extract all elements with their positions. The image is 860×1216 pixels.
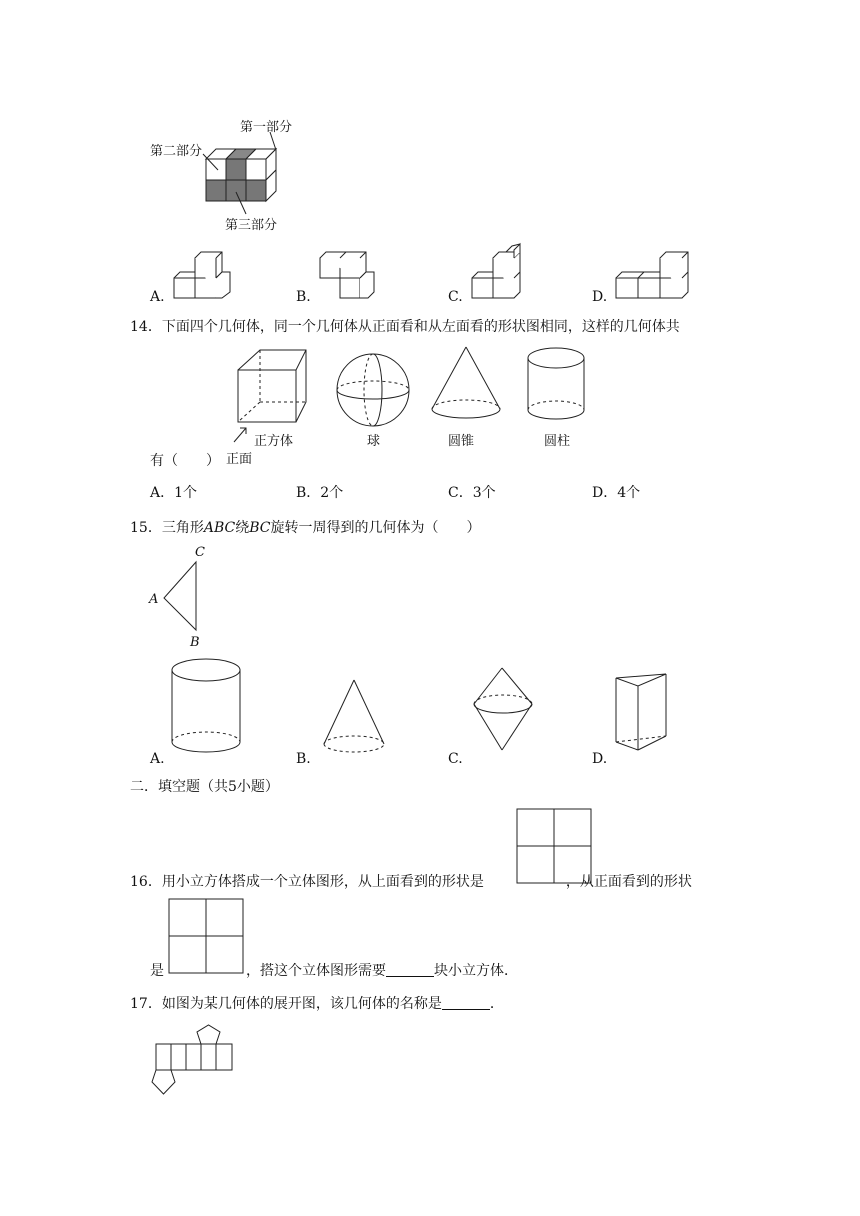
q14-stem: 14．下面四个几何体，同一个几何体从正面看和从左面看的形状图相同，这样的几何体共 — [130, 319, 680, 335]
q17-net-figure — [148, 1024, 243, 1099]
q15-vertex-c: C — [195, 545, 205, 560]
q14-option-c[interactable]: C．3个 — [448, 485, 496, 501]
q13-option-c-figure — [470, 240, 540, 302]
q15-triangle-figure — [160, 560, 210, 640]
q16-stem-part2: ，从正面看到的形状 — [565, 874, 692, 890]
q14-label-front: 正面 — [226, 452, 253, 467]
q15-stem — [130, 519, 480, 537]
q15-option-b[interactable]: B. — [296, 751, 311, 767]
q14-cone-figure — [428, 345, 508, 425]
q13-option-d-figure — [614, 250, 694, 302]
q14-stem-continued: 有（ ） — [150, 453, 220, 469]
q14-label-cylinder: 圆柱 — [544, 434, 571, 449]
q15-stem-mid: 绕 — [235, 520, 250, 536]
q16-stem-part5: 块小立方体． — [434, 963, 518, 979]
q15-option-c-figure — [470, 666, 540, 756]
q15-vertex-a: A — [149, 592, 159, 607]
q15-option-d[interactable]: D. — [592, 751, 608, 767]
q13-label-part1: 第一部分 — [240, 120, 293, 135]
q15-vertex-b: B — [190, 635, 200, 650]
q15-stem-abc: ABC — [203, 520, 236, 536]
q16-stem-line2 — [150, 962, 518, 980]
q13-option-b-figure — [318, 248, 388, 303]
q15-option-a-figure — [168, 656, 248, 756]
q13-option-a[interactable]: A. — [150, 289, 165, 305]
q13-option-d[interactable]: D. — [592, 289, 608, 305]
q16-stem-part1: 16．用小立方体搭成一个立体图形，从上面看到的形状是 — [130, 874, 484, 890]
q15-stem-prefix: 15．三角形 — [130, 520, 204, 536]
q17-stem-part1: 17．如图为某几何体的展开图，该几何体的名称是 — [130, 996, 442, 1012]
q15-stem-bc: BC — [249, 520, 271, 536]
q15-option-c[interactable]: C. — [448, 751, 463, 767]
q15-option-d-figure — [612, 672, 672, 762]
q13-option-b[interactable]: B. — [296, 289, 311, 305]
q15-stem-suffix: 旋转一周得到的几何体为（ ） — [270, 520, 481, 536]
section2-title: 二．填空题（共5小题） — [130, 779, 279, 795]
q14-sphere-figure — [335, 352, 415, 428]
q13-option-a-figure — [172, 248, 242, 303]
q14-label-cone: 圆锥 — [448, 434, 475, 449]
q13-label-part2: 第二部分 — [150, 144, 203, 159]
q17-answer-blank[interactable] — [442, 995, 490, 1010]
q13-label-part3: 第三部分 — [225, 218, 278, 233]
q14-cylinder-figure — [524, 346, 594, 426]
q17-stem-part2: ． — [489, 996, 504, 1012]
q17-stem — [130, 995, 504, 1013]
q14-label-cube: 正方体 — [254, 434, 294, 449]
q16-stem-part4: ，搭这个立体图形需要 — [246, 963, 386, 979]
q16-answer-blank[interactable] — [386, 962, 434, 977]
q15-option-b-figure — [320, 678, 390, 758]
q14-option-b[interactable]: B．2个 — [296, 485, 344, 501]
q14-option-a[interactable]: A．1个 — [150, 485, 198, 501]
q14-label-sphere: 球 — [367, 434, 381, 449]
q15-option-a[interactable]: A. — [150, 751, 165, 767]
q14-option-d[interactable]: D．4个 — [592, 485, 641, 501]
q16-stem-line1 — [130, 873, 692, 891]
q16-stem-part3: 是 — [150, 963, 164, 979]
q13-option-c[interactable]: C. — [448, 289, 463, 305]
